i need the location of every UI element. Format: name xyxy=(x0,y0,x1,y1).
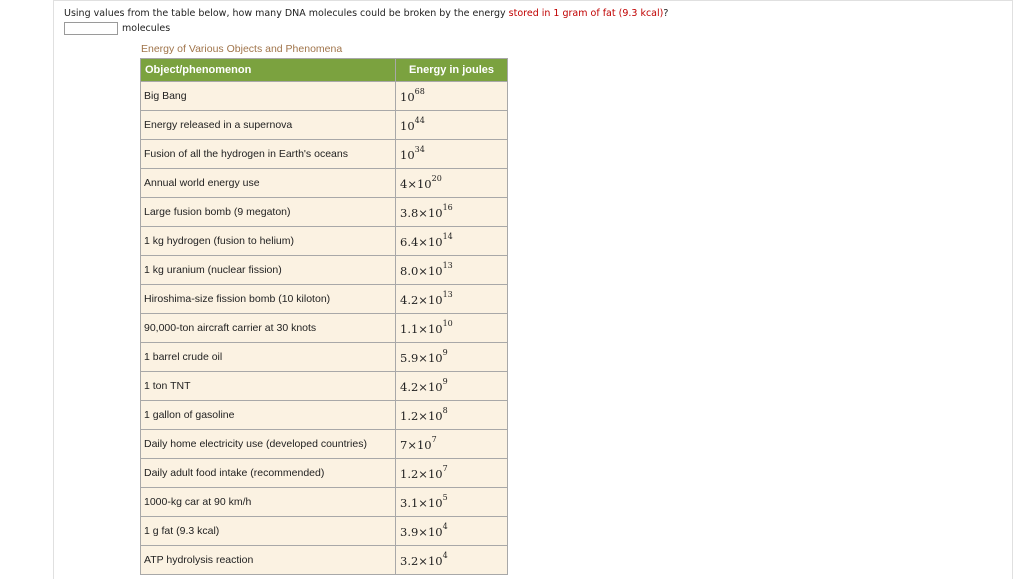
times-sign: × xyxy=(418,321,428,336)
table-row xyxy=(141,256,508,285)
table-row xyxy=(141,285,508,314)
question-text xyxy=(64,8,668,19)
energy-cell xyxy=(396,517,508,546)
energy-base: 10 xyxy=(416,437,432,452)
energy-mantissa: 1.1 xyxy=(400,321,419,336)
energy-exponent: 4 xyxy=(442,521,448,531)
energy-base: 10 xyxy=(427,379,443,394)
energy-mantissa: 6.4 xyxy=(400,234,419,249)
table-row xyxy=(141,314,508,343)
answer-unit-label: molecules xyxy=(122,22,171,34)
times-sign: × xyxy=(418,350,428,365)
times-sign: × xyxy=(418,292,428,307)
table-row xyxy=(141,198,508,227)
energy-table xyxy=(140,58,508,575)
energy-mantissa: 4 xyxy=(400,176,408,191)
object-cell: Daily adult food intake (recommended) xyxy=(141,459,396,488)
energy-base: 10 xyxy=(427,234,443,249)
energy-cell xyxy=(396,82,508,111)
energy-exponent: 14 xyxy=(442,231,453,241)
answer-input[interactable] xyxy=(64,22,118,35)
object-cell: 1 kg hydrogen (fusion to helium) xyxy=(141,227,396,256)
energy-mantissa: 1.2 xyxy=(400,466,419,481)
times-sign: × xyxy=(418,466,428,481)
energy-base: 10 xyxy=(427,495,443,510)
energy-cell xyxy=(396,314,508,343)
object-cell: Fusion of all the hydrogen in Earth's oceans xyxy=(141,140,396,169)
energy-base: 10 xyxy=(416,176,432,191)
energy-base: 10 xyxy=(427,524,443,539)
times-sign: × xyxy=(418,495,428,510)
energy-mantissa: 8.0 xyxy=(400,263,419,278)
energy-exponent: 9 xyxy=(442,347,448,357)
table-row xyxy=(141,82,508,111)
energy-cell xyxy=(396,546,508,575)
energy-exponent: 34 xyxy=(414,144,425,154)
times-sign: × xyxy=(418,408,428,423)
table-body xyxy=(141,82,508,575)
answer-row xyxy=(64,20,170,36)
header-energy: Energy in joules xyxy=(396,59,508,82)
energy-cell xyxy=(396,169,508,198)
energy-base: 10 xyxy=(427,466,443,481)
energy-exponent: 13 xyxy=(442,289,453,299)
table-row xyxy=(141,227,508,256)
times-sign: × xyxy=(418,205,428,220)
object-cell: Large fusion bomb (9 megaton) xyxy=(141,198,396,227)
energy-base: 10 xyxy=(427,292,443,307)
energy-cell xyxy=(396,430,508,459)
table-row xyxy=(141,401,508,430)
object-cell: Energy released in a supernova xyxy=(141,111,396,140)
energy-mantissa: 5.9 xyxy=(400,350,419,365)
energy-cell xyxy=(396,111,508,140)
object-cell: 1 barrel crude oil xyxy=(141,343,396,372)
object-cell: Annual world energy use xyxy=(141,169,396,198)
object-cell: 90,000-ton aircraft carrier at 30 knots xyxy=(141,314,396,343)
object-cell: 1000-kg car at 90 km/h xyxy=(141,488,396,517)
energy-cell xyxy=(396,343,508,372)
times-sign: × xyxy=(407,437,417,452)
object-cell: 1 ton TNT xyxy=(141,372,396,401)
energy-cell xyxy=(396,198,508,227)
table-row xyxy=(141,169,508,198)
energy-cell xyxy=(396,285,508,314)
energy-exponent: 44 xyxy=(414,115,425,125)
energy-base: 10 xyxy=(400,89,415,104)
energy-cell xyxy=(396,227,508,256)
energy-cell xyxy=(396,488,508,517)
object-cell: Hiroshima-size fission bomb (10 kiloton) xyxy=(141,285,396,314)
energy-cell xyxy=(396,401,508,430)
times-sign: × xyxy=(418,234,428,249)
energy-base: 10 xyxy=(427,263,443,278)
energy-base: 10 xyxy=(400,118,415,133)
times-sign: × xyxy=(418,263,428,278)
object-cell: Big Bang xyxy=(141,82,396,111)
energy-mantissa: 3.8 xyxy=(400,205,419,220)
energy-cell xyxy=(396,372,508,401)
table-row xyxy=(141,372,508,401)
table-row xyxy=(141,430,508,459)
object-cell: ATP hydrolysis reaction xyxy=(141,546,396,575)
table-header-row xyxy=(141,59,508,82)
energy-exponent: 13 xyxy=(442,260,453,270)
table-row xyxy=(141,546,508,575)
energy-exponent: 8 xyxy=(442,405,448,415)
energy-base: 10 xyxy=(427,321,443,336)
question-highlight: stored in 1 gram of fat (9.3 kcal) xyxy=(508,8,664,19)
table-row xyxy=(141,488,508,517)
energy-exponent: 4 xyxy=(442,550,448,560)
header-object: Object/phenomenon xyxy=(141,59,396,82)
energy-exponent: 16 xyxy=(442,202,453,212)
energy-exponent: 9 xyxy=(442,376,448,386)
times-sign: × xyxy=(407,176,417,191)
energy-cell xyxy=(396,256,508,285)
object-cell: 1 gallon of gasoline xyxy=(141,401,396,430)
table-row xyxy=(141,140,508,169)
object-cell: Daily home electricity use (developed countries) xyxy=(141,430,396,459)
table-row xyxy=(141,111,508,140)
energy-exponent: 5 xyxy=(442,492,448,502)
energy-mantissa: 3.9 xyxy=(400,524,419,539)
times-sign: × xyxy=(418,524,428,539)
energy-mantissa: 7 xyxy=(400,437,408,452)
energy-base: 10 xyxy=(427,350,443,365)
energy-mantissa: 1.2 xyxy=(400,408,419,423)
energy-base: 10 xyxy=(400,147,415,162)
times-sign: × xyxy=(418,553,428,568)
object-cell: 1 kg uranium (nuclear fission) xyxy=(141,256,396,285)
energy-mantissa: 4.2 xyxy=(400,379,419,394)
energy-mantissa: 3.2 xyxy=(400,553,419,568)
energy-base: 10 xyxy=(427,553,443,568)
energy-exponent: 7 xyxy=(442,463,448,473)
question-suffix: ? xyxy=(663,8,669,19)
energy-base: 10 xyxy=(427,408,443,423)
energy-base: 10 xyxy=(427,205,443,220)
energy-mantissa: 3.1 xyxy=(400,495,419,510)
energy-cell xyxy=(396,459,508,488)
table-row xyxy=(141,343,508,372)
table-row xyxy=(141,517,508,546)
question-prefix: Using values from the table below, how many DNA molecules could be broken by the energy xyxy=(64,8,509,19)
table-row xyxy=(141,459,508,488)
energy-mantissa: 4.2 xyxy=(400,292,419,307)
energy-exponent: 68 xyxy=(414,86,425,96)
energy-exponent: 7 xyxy=(431,434,437,444)
object-cell: 1 g fat (9.3 kcal) xyxy=(141,517,396,546)
table-caption: Energy of Various Objects and Phenomena xyxy=(141,43,343,55)
times-sign: × xyxy=(418,379,428,394)
energy-cell xyxy=(396,140,508,169)
energy-exponent: 20 xyxy=(431,173,442,183)
energy-exponent: 10 xyxy=(442,318,453,328)
